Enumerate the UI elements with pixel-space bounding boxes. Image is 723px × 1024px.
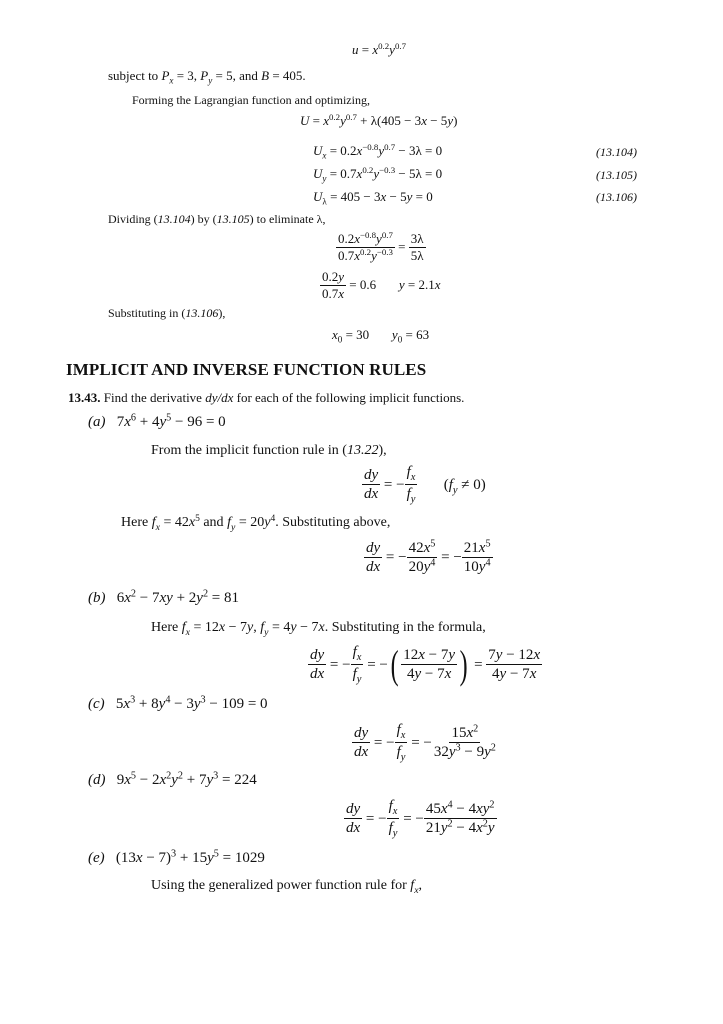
- part-a-text1: From the implicit function rule in (13.22),: [151, 443, 387, 458]
- lagrangian-equation: $U = x^{0.2}y^{0.7} + \lambda(405 - 3x - 5y)$: [300, 112, 458, 128]
- utility-function: $u = x^{0.2}y^{0.7}$: [352, 41, 406, 57]
- part-a-text2: Here $f_x = 42x^5$ and $f_y = 20y^4$. Substituting above,: [121, 513, 391, 533]
- solution-values: $x_0 = 30$ $y_0 = 63$: [332, 327, 430, 345]
- tag-13-105: (13.105): [596, 168, 637, 182]
- part-e-equation: (e) $(13x - 7)^3 + 15y^5 = 1029$: [88, 848, 265, 866]
- part-c-label: (c): [88, 696, 105, 712]
- part-c-result: $\frac{dy}{dx}$ = − $\frac{f_x}{f_y}$ = − $\frac{15x^2}{32y^3 - 9y^2}$: [354, 722, 496, 764]
- forming-text: Forming the Lagrangian function and optimizing,: [132, 93, 370, 107]
- part-c-equation: (c) $5x^3 + 8y^4 - 3y^3 - 109 = 0$: [88, 694, 268, 712]
- dividing-text: Dividing (13.104) by (13.105) to eliminate λ,: [108, 212, 326, 226]
- part-e-text1: Using the generalized power function rule for $f_x$,: [151, 878, 423, 896]
- tag-13-104: (13.104): [596, 145, 637, 159]
- simplified-equation: $\frac{0.2y}{0.7x}$ = 0.6 y = 2.1x: [322, 269, 441, 301]
- part-a-rule: $\frac{dy}{dx}$ = − $\frac{f_x}{f_y}$ $(f_y \ne 0)$: [364, 464, 486, 506]
- substituting-text: Substituting in (13.106),: [108, 306, 226, 320]
- equation-13-106: $U_\lambda = 405 - 3x - 5y = 0$: [313, 189, 433, 207]
- equation-13-104: $U_x = 0.2x^{-0.8}y^{0.7} - 3\lambda = 0$: [313, 142, 443, 161]
- problem-number: 13.43.: [68, 390, 101, 405]
- part-b-result: $\frac{dy}{dx}$ = − $\frac{f_x}{f_y}$ = −( $\frac{12x - 7y}{4y - 7x}$ ) = $\frac{7y - 12x}{4y - 7x}$: [310, 642, 541, 688]
- part-d-equation: (d) $9x^5 - 2x^2y^2 + 7y^3 = 224$: [88, 770, 257, 788]
- part-b-label: (b): [88, 590, 106, 606]
- part-d-result: $\frac{dy}{dx}$ = − $\frac{f_x}{f_y}$ = − $\frac{45x^4 - 4xy^2}{21y^2 - 4x^2y}$: [346, 798, 495, 840]
- part-b-text1: Here $f_x = 12x - 7y$, $f_y = 4y - 7x$. Substituting in the formula,: [151, 620, 486, 638]
- section-heading: IMPLICIT AND INVERSE FUNCTION RULES: [66, 360, 427, 379]
- ratio-equation: $\frac{0.2x^{-0.8}y^{0.7}}{0.7x^{0.2}y^{-0.3}}$ = $\frac{3\lambda}{5\lambda}$: [338, 230, 424, 263]
- equation-13-105: $U_y = 0.7x^{0.2}y^{-0.3} - 5\lambda = 0$: [313, 165, 443, 184]
- part-b-equation: (b) $6x^2 - 7xy + 2y^2 = 81$: [88, 588, 240, 606]
- part-a-result: $\frac{dy}{dx}$ = − $\frac{42x^5}{20y^4}$ = − $\frac{21x^5}{10y^4}$: [366, 538, 491, 576]
- part-a-equation: (a) $7x^6 + 4y^5 - 96 = 0$: [88, 412, 226, 430]
- part-a-label: (a): [88, 414, 106, 430]
- tag-13-106: (13.106): [596, 190, 637, 204]
- problem-statement: 13.43. Find the derivative dy/dx for each of the following implicit functions.: [68, 390, 465, 405]
- constraint-line: subject to $P_x = 3$, $P_y = 5$, and B = 405.: [108, 68, 306, 86]
- part-e-label: (e): [88, 850, 105, 866]
- part-d-label: (d): [88, 772, 106, 788]
